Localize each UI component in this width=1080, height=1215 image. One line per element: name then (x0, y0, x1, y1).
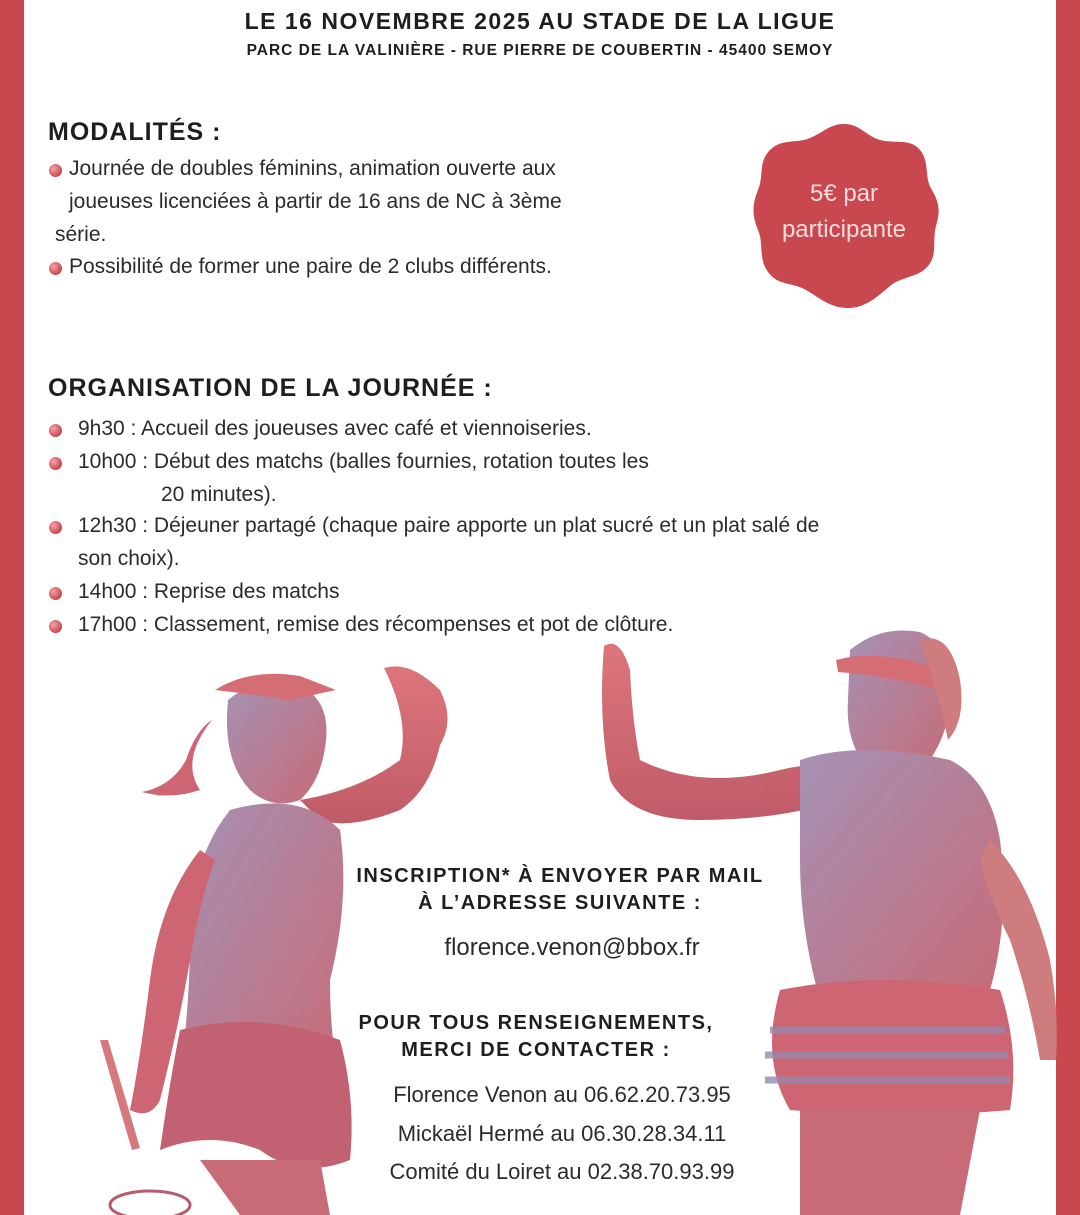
right-border-band (1056, 0, 1080, 1215)
modalites-item-1-line-3: série. (55, 223, 107, 246)
contact-heading (316, 1010, 756, 1064)
modalites-item-1-line-1: Journée de doubles féminins, animation ouverte aux (69, 157, 556, 180)
modalites-heading: MODALITÉS : (48, 118, 222, 146)
bullet-icon (49, 620, 62, 633)
inscription-heading (340, 863, 780, 917)
price-badge-text (748, 176, 940, 248)
inscription-heading-line-1: INSCRIPTION* À ENVOYER PAR MAIL (356, 865, 764, 887)
inscription-email-link[interactable]: florence.venon@bbox.fr (444, 934, 700, 961)
price-badge-line-1: 5€ par (809, 180, 879, 207)
bullet-icon (49, 587, 62, 600)
price-badge-line-2: participante (781, 216, 907, 243)
contact-heading-line-1: POUR TOUS RENSEIGNEMENTS, (358, 1012, 714, 1034)
contact-heading-line-2: MERCI DE CONTACTER : (401, 1039, 671, 1061)
organisation-item-3-line-2: son choix). (78, 547, 180, 570)
left-border-band (0, 0, 24, 1215)
organisation-item-1: 9h30 : Accueil des joueuses avec café et viennoiseries. (78, 417, 592, 440)
venue-address-line: PARC DE LA VALINIÈRE - RUE PIERRE DE COUBERTIN - 45400 SEMOY (246, 42, 834, 59)
modalites-item-1-line-2: joueuses licenciées à partir de 16 ans de NC à 3ème (69, 190, 562, 213)
bullet-icon (49, 424, 62, 437)
bullet-icon (49, 457, 62, 470)
contact-person-1: Florence Venon au 06.62.20.73.95 (393, 1082, 731, 1107)
bullet-icon (49, 262, 62, 275)
contact-person-2: Mickaël Hermé au 06.30.28.34.11 (397, 1121, 727, 1146)
event-date-line: LE 16 NOVEMBRE 2025 AU STADE DE LA LIGUE (244, 8, 836, 34)
organisation-item-3-line-1: 12h30 : Déjeuner partagé (chaque paire apporte un plat sucré et un plat salé de (78, 514, 820, 537)
organisation-heading: ORGANISATION DE LA JOURNÉE : (48, 374, 493, 402)
bullet-icon (49, 521, 62, 534)
organisation-item-4: 14h00 : Reprise des matchs (78, 580, 340, 603)
modalites-item-2: Possibilité de former une paire de 2 clubs différents. (69, 255, 552, 278)
organisation-item-2-line-1: 10h00 : Début des matchs (balles fournies, rotation toutes les (78, 450, 649, 473)
bullet-icon (49, 164, 62, 177)
inscription-heading-line-2: À L’ADRESSE SUIVANTE : (418, 892, 702, 914)
organisation-item-2-line-2: 20 minutes). (161, 483, 277, 506)
organisation-item-5: 17h00 : Classement, remise des récompenses et pot de clôture. (78, 613, 674, 636)
contact-person-3: Comité du Loiret au 02.38.70.93.99 (389, 1159, 735, 1184)
